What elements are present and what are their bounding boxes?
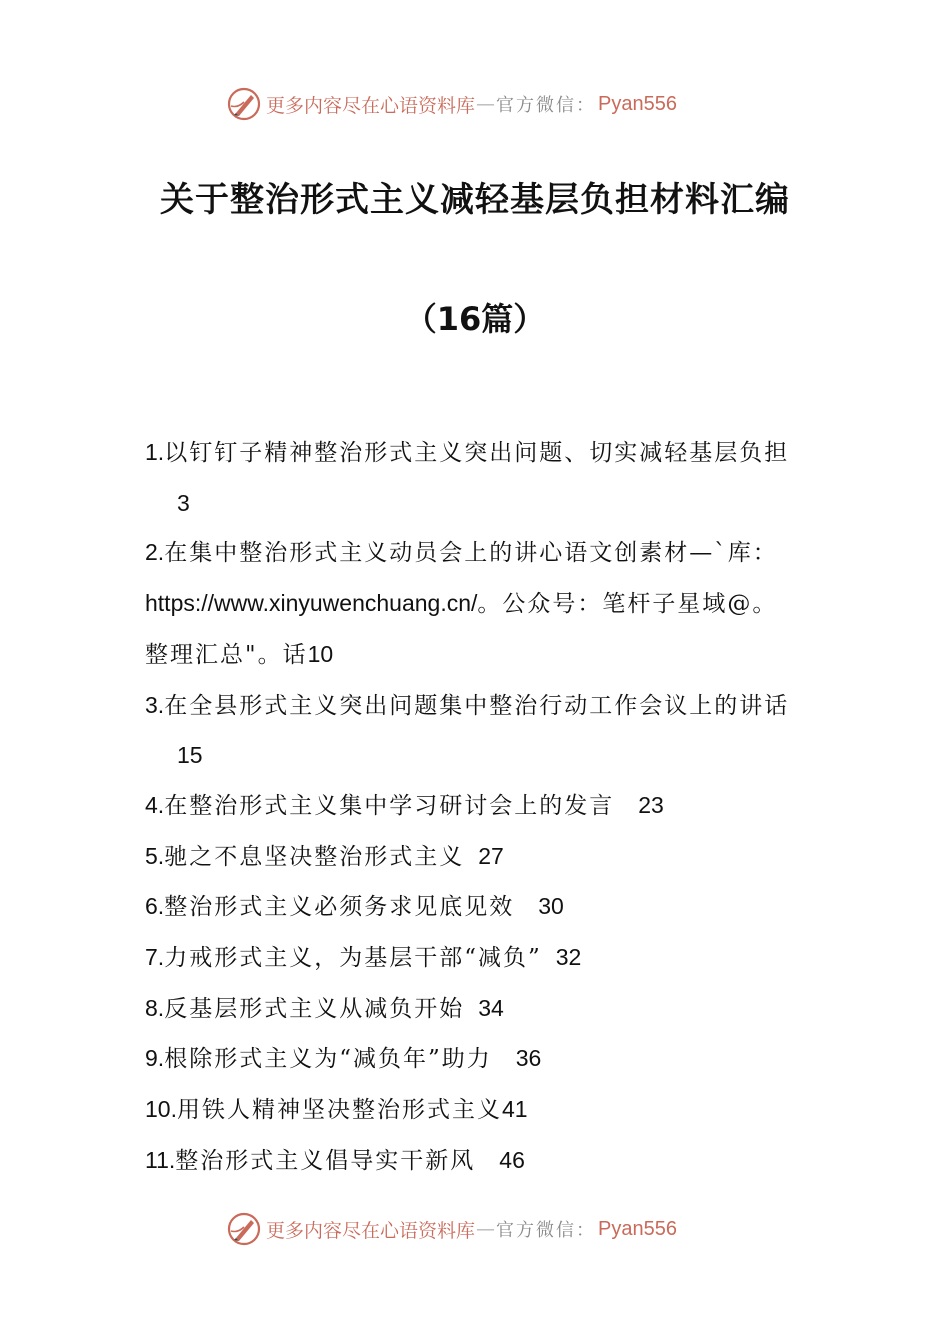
toc-item-title: 整治形式主义倡导实干新风 bbox=[175, 1147, 476, 1174]
watermark-footer bbox=[226, 1209, 677, 1249]
toc-item-title: 驰之不息坚决整治形式主义 bbox=[164, 843, 465, 870]
toc-item-tail: 。公众号：笔杆子星域@。 bbox=[477, 591, 778, 618]
toc-item[interactable]: 6.整治形式主义必须务求见底见效 30 bbox=[145, 893, 564, 921]
toc-item-page: 10 bbox=[307, 640, 334, 667]
toc-item-title: 以钉钉子精神整治形式主义突出问题、切实减轻基层负担 bbox=[164, 440, 790, 466]
toc-item-url: https://www.xinyuwenchuang.cn/ bbox=[145, 590, 478, 617]
pen-logo-icon bbox=[226, 86, 262, 122]
watermark-brand: 更多内容尽在心语资料库 bbox=[266, 1219, 476, 1242]
toc-item-line3: 整理汇总"。话 bbox=[145, 641, 308, 668]
toc-item-title: 整治形式主义必须务求见底见效 bbox=[164, 894, 515, 921]
watermark-header bbox=[226, 84, 677, 124]
watermark-official-label: 官方微信： bbox=[496, 95, 597, 116]
watermark-wechat-id: Pyan556 bbox=[598, 92, 677, 115]
toc-item[interactable]: 5.驰之不息坚决整治形式主义 27 bbox=[145, 842, 504, 870]
toc-item[interactable]: 9.根除形式主义为“减负年”助力 36 bbox=[145, 1045, 542, 1073]
toc-item-page: 34 bbox=[478, 994, 504, 1021]
toc-item[interactable]: 2.在集中整治形式主义动员会上的讲心语文创素材—`库： https://www.xinyuwenchuang.cn/。公众号：笔杆子星域@。 整理汇总"。话10 bbox=[145, 539, 778, 668]
toc-item[interactable]: 11.整治形式主义倡导实干新风 46 bbox=[145, 1146, 525, 1174]
toc-item[interactable]: 4.在整治形式主义集中学习研讨会上的发言 23 bbox=[145, 791, 664, 819]
toc-item-page: 36 bbox=[515, 1045, 542, 1072]
pen-logo-icon bbox=[226, 1211, 262, 1247]
toc-item-title: 在全县形式主义突出问题集中整治行动工作会议上的讲话 bbox=[164, 692, 790, 719]
toc-item-title: 在集中整治形式主义动员会上的讲心语文创素材—`库： bbox=[164, 540, 778, 567]
toc-item-title: 在整治形式主义集中学习研讨会上的发言 bbox=[164, 792, 615, 819]
watermark-brand: 更多内容尽在心语资料库 bbox=[266, 94, 476, 117]
toc-item-page: 27 bbox=[478, 842, 504, 869]
toc-item-title: 根除形式主义为“减负年”助力 bbox=[164, 1046, 492, 1073]
watermark-official-label: 官方微信： bbox=[496, 1220, 597, 1241]
toc-item[interactable]: 10.用铁人精神坚决整治形式主义41 bbox=[145, 1096, 528, 1124]
document-subtitle: （16篇） bbox=[404, 300, 546, 338]
toc-item[interactable]: 8.反基层形式主义从减负开始 34 bbox=[145, 994, 504, 1022]
toc-item-page: 32 bbox=[555, 944, 582, 971]
toc-item-page: 46 bbox=[499, 1146, 525, 1173]
watermark-wechat-id: Pyan556 bbox=[598, 1217, 677, 1240]
watermark-dash: — bbox=[476, 93, 496, 115]
toc-item[interactable]: 7.力戒形式主义，为基层干部“减负” 32 bbox=[145, 944, 582, 972]
toc-item-page: 41 bbox=[501, 1096, 528, 1123]
toc-item[interactable]: 1.以钉钉子精神整治形式主义突出问题、切实减轻基层负担 3 bbox=[145, 428, 815, 528]
document-title: 关于整治形式主义减轻基层负担材料汇编 bbox=[160, 180, 790, 220]
toc-item-page: 3 bbox=[177, 489, 190, 516]
table-of-contents bbox=[145, 428, 815, 1187]
toc-item-page: 23 bbox=[638, 791, 664, 818]
toc-item-page: 30 bbox=[538, 893, 564, 920]
toc-item-title: 反基层形式主义从减负开始 bbox=[164, 995, 465, 1022]
toc-item-page: 15 bbox=[177, 742, 203, 769]
toc-item[interactable]: 3.在全县形式主义突出问题集中整治行动工作会议上的讲话 15 bbox=[145, 681, 815, 781]
toc-item-title: 用铁人精神坚决整治形式主义 bbox=[176, 1097, 502, 1124]
toc-item-title: 力戒形式主义，为基层干部“减负” bbox=[164, 945, 542, 972]
watermark-dash: — bbox=[476, 1218, 496, 1240]
